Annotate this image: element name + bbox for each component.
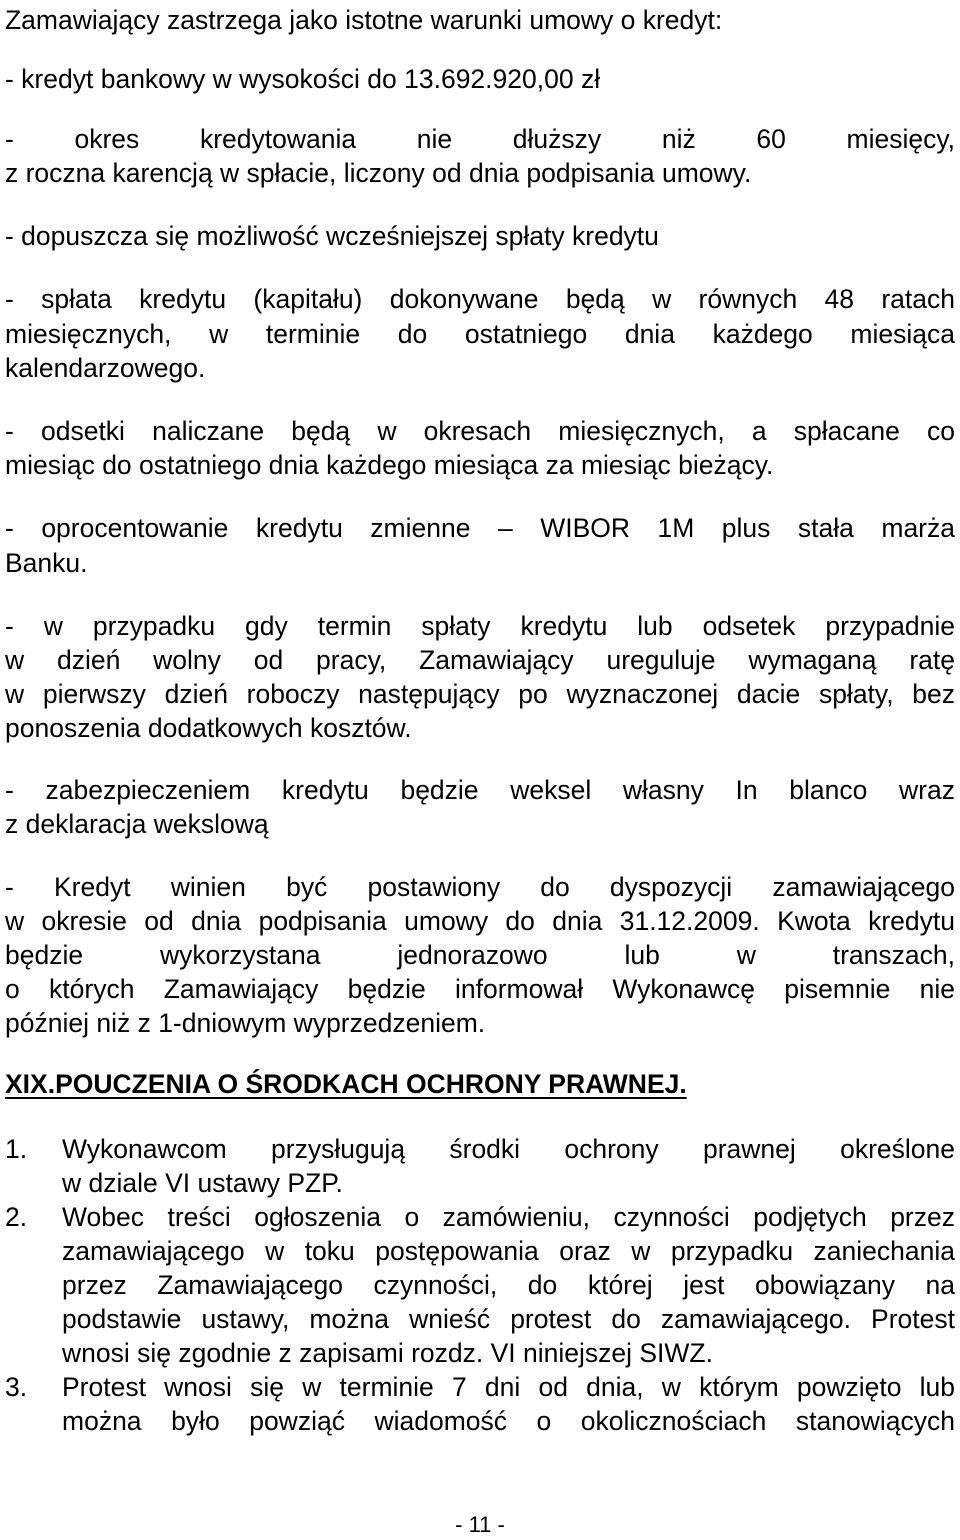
list-item-line: podstawie ustawy, można wnieść protest do zamawiającego. Protest	[62, 1304, 955, 1334]
text-line: później niż z 1-dniowym wyprzedzeniem.	[5, 1008, 486, 1038]
section-heading: XIX.POUCZENIA O ŚRODKACH OCHRONY PRAWNEJ.	[5, 1069, 687, 1099]
text-line: w pierwszy dzień roboczy następujący po wyznaczonej dacie spłaty, bez	[5, 679, 955, 709]
text-line: Zamawiający zastrzega jako istotne warunki umowy o kredyt:	[5, 5, 723, 35]
list-number: 1.	[5, 1134, 28, 1164]
list-item-line: wnosi się zgodnie z zapisami rozdz. VI niniejszej SIWZ.	[62, 1338, 713, 1368]
text-line: z roczna karencją w spłacie, liczony od dnia podpisania umowy.	[5, 158, 752, 188]
list-item-line: zamawiającego w toku postępowania oraz w przypadku zaniechania	[62, 1236, 955, 1266]
text-line: - spłata kredytu (kapitału) dokonywane będą w równych 48 ratach	[5, 284, 955, 314]
text-line: - zabezpieczeniem kredytu będzie weksel własny In blanco wraz	[5, 775, 955, 805]
text-line: o których Zamawiający będzie informował Wykonawcę pisemnie nie	[5, 974, 955, 1004]
text-line: - dopuszcza się możliwość wcześniejszej spłaty kredytu	[5, 221, 659, 251]
list-number: 2.	[5, 1202, 28, 1232]
text-line: - kredyt bankowy w wysokości do 13.692.920,00 zł	[5, 64, 601, 94]
text-line: będzie wykorzystana jednorazowo lub w transzach,	[5, 940, 955, 970]
list-item-line: można było powziąć wiadomość o okolicznościach stanowiących	[62, 1406, 955, 1436]
list-item-line: przez Zamawiającego czynności, do której jest obowiązany na	[62, 1270, 955, 1300]
text-line: - oprocentowanie kredytu zmienne – WIBOR 1M plus stała marża	[5, 513, 955, 543]
text-line: - w przypadku gdy termin spłaty kredytu lub odsetek przypadnie	[5, 611, 955, 641]
list-number: 3.	[5, 1372, 28, 1402]
text-line: - Kredyt winien być postawiony do dyspozycji zamawiającego	[5, 872, 955, 902]
text-line: miesiąc do ostatniego dnia każdego miesiąca za miesiąc bieżący.	[5, 450, 774, 480]
list-item-line: Wobec treści ogłoszenia o zamówieniu, czynności podjętych przez	[62, 1202, 955, 1232]
list-item-line: Protest wnosi się w terminie 7 dni od dnia, w którym powzięto lub	[62, 1372, 955, 1402]
text-line: ponoszenia dodatkowych kosztów.	[5, 713, 412, 743]
text-line: w dzień wolny od pracy, Zamawiający ureguluje wymaganą ratę	[5, 645, 955, 675]
text-line: - odsetki naliczane będą w okresach miesięcznych, a spłacane co	[5, 416, 955, 446]
text-line: - okres kredytowania nie dłuższy niż 60 miesięcy,	[5, 124, 955, 154]
page-number: - 11 -	[455, 1512, 505, 1537]
text-line: w okresie od dnia podpisania umowy do dnia 31.12.2009. Kwota kredytu	[5, 906, 955, 936]
list-item-line: Wykonawcom przysługują środki ochrony prawnej określone	[62, 1134, 955, 1164]
text-line: kalendarzowego.	[5, 353, 206, 383]
list-item-line: w dziale VI ustawy PZP.	[62, 1168, 343, 1198]
text-line: Banku.	[5, 548, 88, 578]
text-line: z deklaracja wekslową	[5, 809, 269, 839]
text-line: miesięcznych, w terminie do ostatniego dnia każdego miesiąca	[5, 319, 955, 349]
